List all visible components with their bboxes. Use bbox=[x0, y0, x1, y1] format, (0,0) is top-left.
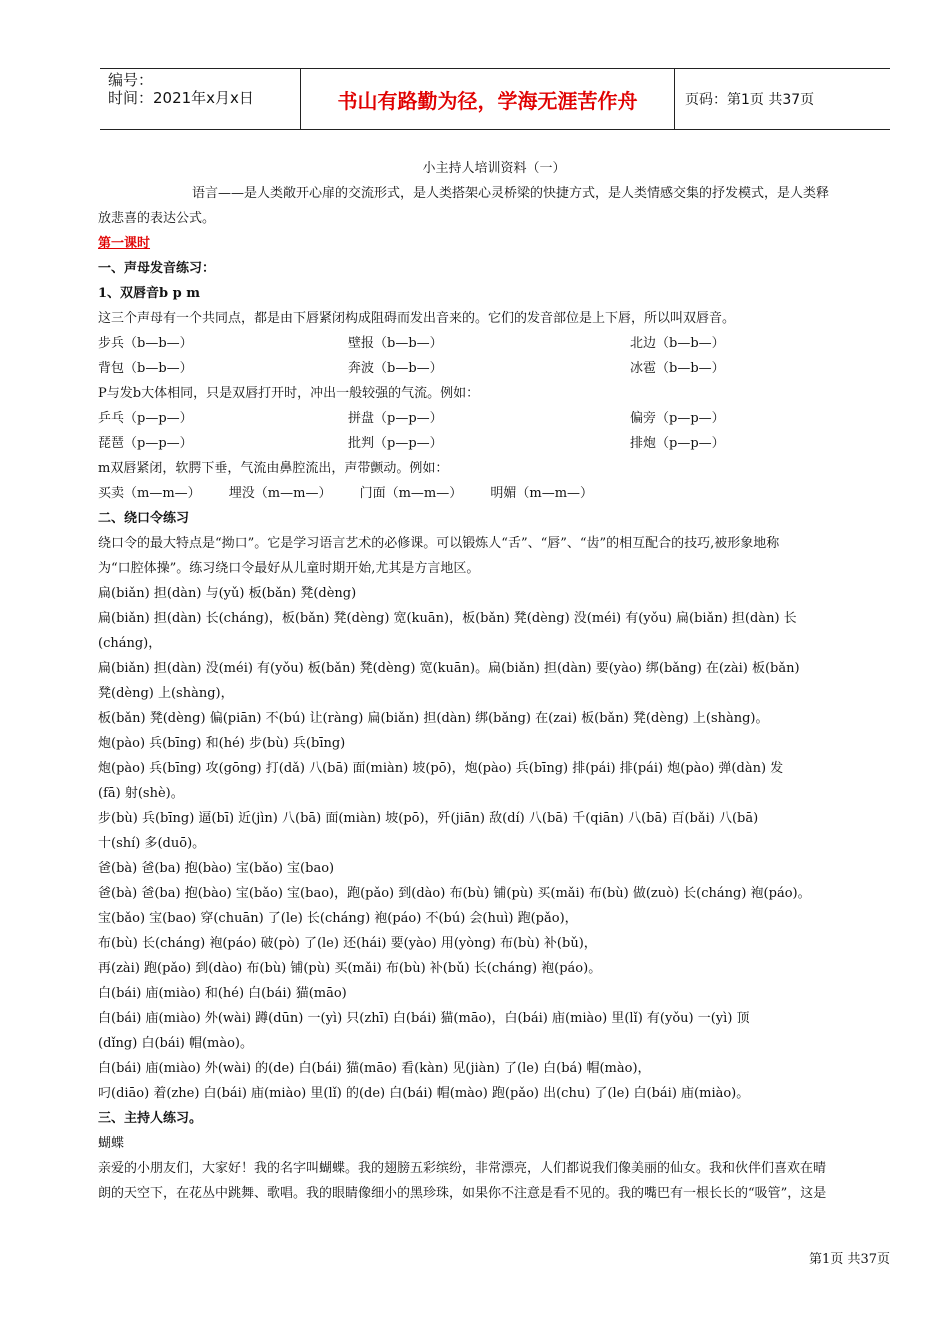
code-label: 编号： bbox=[108, 71, 154, 89]
header-motto: 书山有路勤为径，学海无涯苦作舟 bbox=[301, 69, 675, 129]
paragraph-line: 为“口腔体操”。练习绕口令最好从儿童时期开始,尤其是方言地区。 bbox=[98, 561, 480, 576]
intro-line-2: 放悲喜的表达公式。 bbox=[98, 211, 216, 226]
example-row bbox=[98, 481, 890, 506]
tongue-twister-line: 叼(diāo) 着(zhe) 白(bái) 庙(miào) 里(lǐ) 的(de) 白(bái) 帽(mào) 跑(pǎo) 出(chu) 了(le) 白(bái) 庙(miào)。 bbox=[98, 1086, 750, 1101]
time-label: 时间：2021年x月x日 bbox=[108, 89, 254, 107]
example-word: 排炮（p—p—） bbox=[630, 436, 725, 451]
page-footer: 第1页 共37页 bbox=[809, 1252, 890, 1267]
example-word: 偏旁（p—p—） bbox=[630, 411, 725, 426]
example-row bbox=[98, 331, 890, 356]
tongue-twister-line: 再(zài) 跑(pǎo) 到(dào) 布(bù) 铺(pù) 买(mǎi) 布(bù) 补(bǔ) 长(cháng) 袍(páo)。 bbox=[98, 961, 602, 976]
tongue-twister-line: (cháng)， bbox=[98, 636, 162, 651]
tongue-twister-line: (dǐng) 白(bái) 帽(mào)。 bbox=[98, 1036, 254, 1051]
paragraph: m双唇紧闭，软腭下垂，气流由鼻腔流出，声带颤动。例如： bbox=[98, 461, 449, 476]
butterfly-heading: 蝴蝶 bbox=[98, 1136, 125, 1151]
section-heading-1: 一、声母发音练习： bbox=[98, 261, 216, 276]
tongue-twister-line: 凳(dèng) 上(shàng)， bbox=[98, 686, 234, 701]
tongue-twister-line: 步(bù) 兵(bīng) 逼(bī) 近(jìn) 八(bā) 面(miàn) 坡(pō)，歼(jiān) 敌(dí) 八(bā) 千(qiān) 八(bā) 百(bǎi) 八(bā) bbox=[98, 811, 759, 826]
example-word: 门面（m—m—） bbox=[359, 486, 463, 501]
example-word: 背包（b—b—） bbox=[98, 361, 193, 376]
paragraph-line: 朗的天空下，在花丛中跳舞、歌唱。我的眼睛像细小的黑珍珠，如果你不注意是看不见的。我的嘴巴有一根长长的“吸管”，这是 bbox=[98, 1186, 827, 1201]
doc-title: 小主持人培训资料（一） bbox=[422, 161, 566, 176]
intro-line-1: 语言——是人类敞开心扉的交流形式，是人类搭架心灵桥梁的快捷方式，是人类情感交集的抒发模式，是人类释 bbox=[192, 186, 830, 201]
lesson-heading: 第一课时 bbox=[98, 236, 151, 251]
example-row bbox=[98, 406, 890, 431]
paragraph: P与发b大体相同，只是双唇打开时，冲出一般较强的气流。例如： bbox=[98, 386, 480, 401]
tongue-twister-line: 宝(bǎo) 宝(bao) 穿(chuān) 了(le) 长(cháng) 袍(páo) 不(bú) 会(huì) 跑(pǎo)， bbox=[98, 911, 578, 926]
header-meta bbox=[100, 69, 301, 129]
tongue-twister-line: 板(bǎn) 凳(dèng) 偏(piān) 不(bú) 让(ràng) 扁(biǎn) 担(dàn) 绑(bǎng) 在(zai) 板(bǎn) 凳(dèng) 上(shàng)。 bbox=[98, 711, 769, 726]
example-row bbox=[98, 431, 890, 456]
example-word: 壁报（b—b—） bbox=[348, 336, 443, 351]
tongue-twister-title: 炮(pào) 兵(bīng) 和(hé) 步(bù) 兵(bīng) bbox=[98, 736, 346, 751]
section-heading-2: 二、绕口令练习 bbox=[98, 511, 190, 526]
tongue-twister-line: 白(bái) 庙(miào) 外(wài) 的(de) 白(bái) 猫(māo) 看(kàn) 见(jiàn) 了(le) 白(bá) 帽(mào)， bbox=[98, 1061, 651, 1076]
example-word: 拼盘（p—p—） bbox=[348, 411, 443, 426]
example-word: 步兵（b—b—） bbox=[98, 336, 193, 351]
example-word: 批判（p—p—） bbox=[348, 436, 443, 451]
example-word: 乒乓（p—p—） bbox=[98, 411, 193, 426]
paragraph: 这三个声母有一个共同点，都是由下唇紧闭构成阻碍而发出音来的。它们的发音部位是上下唇，所以叫双唇音。 bbox=[98, 311, 736, 326]
tongue-twister-line: 炮(pào) 兵(bīng) 攻(gōng) 打(dǎ) 八(bā) 面(miàn) 坡(pō)，炮(pào) 兵(bīng) 排(pái) 排(pái) 炮(pào) 弹(dàn) 发 bbox=[98, 761, 784, 776]
tongue-twister-title: 扁(biǎn) 担(dàn) 与(yǔ) 板(bǎn) 凳(dèng) bbox=[98, 586, 357, 601]
tongue-twister-line: 十(shí) 多(duō)。 bbox=[98, 836, 206, 851]
example-row bbox=[98, 356, 890, 381]
example-word: 冰雹（b—b—） bbox=[630, 361, 725, 376]
tongue-twister-line: 白(bái) 庙(miào) 外(wài) 蹲(dūn) 一(yì) 只(zhī) 白(bái) 猫(māo)，白(bái) 庙(miào) 里(lǐ) 有(yǒu) 一(yì) 顶 bbox=[98, 1011, 750, 1026]
tongue-twister-title: 爸(bà) 爸(ba) 抱(bào) 宝(bǎo) 宝(bao) bbox=[98, 861, 335, 876]
example-word: 琵琶（p—p—） bbox=[98, 436, 193, 451]
example-word: 埋没（m—m—） bbox=[228, 486, 332, 501]
paragraph-line: 亲爱的小朋友们，大家好！我的名字叫蝴蝶。我的翅膀五彩缤纷，非常漂亮，人们都说我们像美丽的仙女。我和伙伴们喜欢在晴 bbox=[98, 1161, 827, 1176]
example-word: 买卖（m—m—） bbox=[98, 486, 201, 501]
paragraph-line: 绕口令的最大特点是“拗口”。它是学习语言艺术的必修课。可以锻炼人“舌”、“唇”、“齿”的相互配合的技巧,被形象地称 bbox=[98, 536, 780, 551]
document-body bbox=[98, 156, 890, 1206]
example-word: 明媚（m—m—） bbox=[490, 486, 594, 501]
example-word: 北边（b—b—） bbox=[630, 336, 725, 351]
tongue-twister-line: 扁(biǎn) 担(dàn) 长(cháng)，板(bǎn) 凳(dèng) 宽(kuān)，板(bǎn) 凳(dèng) 没(méi) 有(yǒu) 扁(biǎn) 担(dàn) 长 bbox=[98, 611, 797, 626]
example-word: 奔波（b—b—） bbox=[348, 361, 443, 376]
header-page-info: 页码：第1页 共37页 bbox=[685, 92, 815, 108]
tongue-twister-line: 布(bù) 长(cháng) 袍(páo) 破(pò) 了(le) 还(hái) 要(yào) 用(yòng) 布(bù) 补(bǔ)， bbox=[98, 936, 597, 951]
page-header bbox=[100, 68, 890, 130]
tongue-twister-title: 白(bái) 庙(miào) 和(hé) 白(bái) 猫(māo) bbox=[98, 986, 347, 1001]
section-heading-3: 三、主持人练习。 bbox=[98, 1111, 203, 1126]
subsection-heading-1: 1、双唇音b p m bbox=[98, 286, 201, 301]
tongue-twister-line: 扁(biǎn) 担(dàn) 没(méi) 有(yǒu) 板(bǎn) 凳(dèng) 宽(kuān)。扁(biǎn) 担(dàn) 要(yào) 绑(bǎng) 在(zài) 板(bǎn) bbox=[98, 661, 800, 676]
tongue-twister-line: 爸(bà) 爸(ba) 抱(bào) 宝(bǎo) 宝(bao)，跑(pǎo) 到(dào) 布(bù) 铺(pù) 买(mǎi) 布(bù) 做(zuò) 长(cháng) 袍(páo)。 bbox=[98, 886, 811, 901]
tongue-twister-line: (fā) 射(shè)。 bbox=[98, 786, 184, 801]
